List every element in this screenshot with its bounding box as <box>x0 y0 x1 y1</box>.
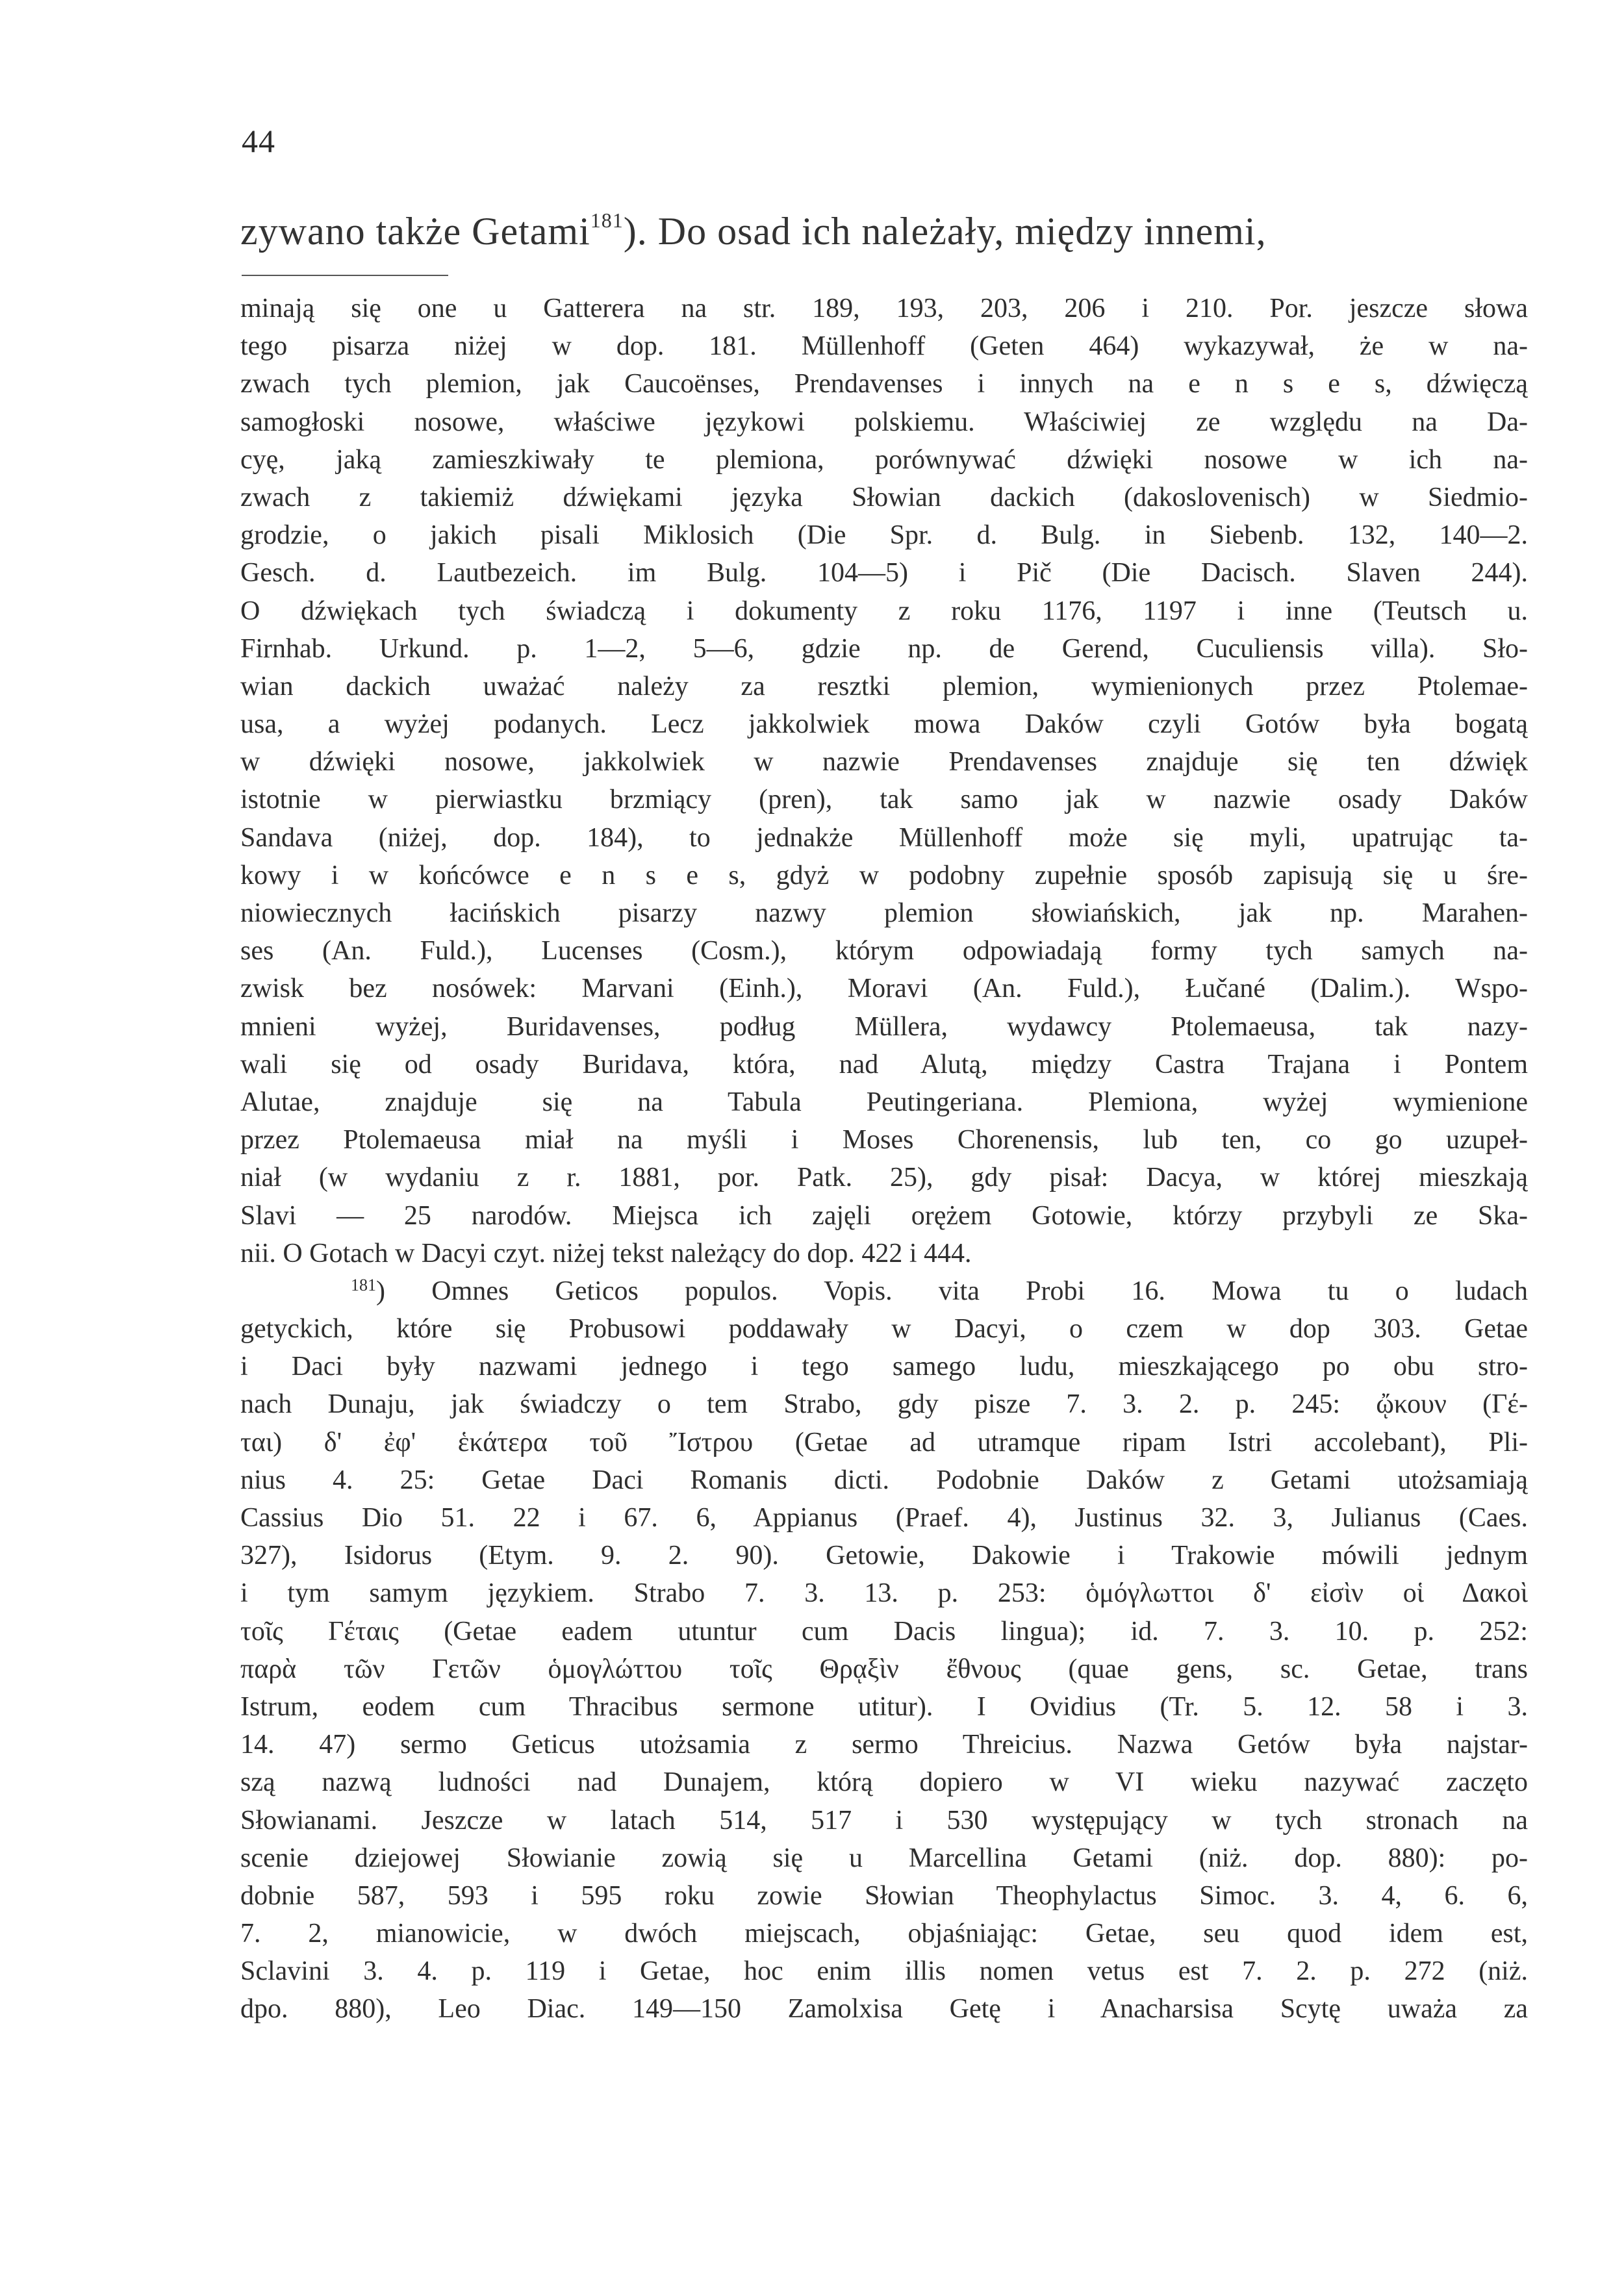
footnote-line: Firnhab. Urkund. p. 1—2, 5—6, gdzie np. de Gerend, Cuculiensis villa). Sło- <box>240 633 1528 664</box>
footnote-line: nii. O Gotach w Dacyi czyt. niżej tekst należący do dop. 422 i 444. <box>240 1238 972 1268</box>
footnote-line: minają się one u Gatterera na str. 189, 193, 203, 206 i 210. Por. jeszcze słowa <box>240 294 1528 323</box>
footnote-line: nius 4. 25: Getae Daci Romanis dicti. Podobnie Daków z Getami utożsamiają <box>240 1465 1528 1495</box>
footnote-line: τοῖς Γέταις (Getae eadem utuntur cum Dacis lingua); id. 7. 3. 10. p. 252: <box>240 1616 1528 1646</box>
footnote-line: samogłoski nosowe, właściwe językowi polskiemu. Właściwiej ze względu na Da- <box>240 407 1528 437</box>
main-text-line <box>240 207 1528 256</box>
main-text-end: ). Do osad ich należały, między innemi, <box>623 210 1267 253</box>
footnote-line: 327), Isidorus (Etym. 9. 2. 90). Getowie, Dakowie i Trakowie mówili jednym <box>240 1541 1528 1571</box>
footnote-line: zwach tych plemion, jak Caucoënses, Prendavenses i innych na e n s e s, dźwięczą <box>240 369 1528 399</box>
footnote-line: ses (An. Fuld.), Lucenses (Cosm.), którym odpowiadają formy tych samych na- <box>240 936 1528 966</box>
footnote-line: dpo. 880), Leo Diac. 149—150 Zamolxisa Getę i Anacharsisa Scytę uważa za <box>240 1994 1528 2025</box>
footnotes-block <box>240 290 1528 2028</box>
footnote-line: Sandava (niżej, dop. 184), to jednakże Müllenhoff może się myli, upatrując ta- <box>240 822 1528 853</box>
footnote-line: 14. 47) sermo Geticus utożsamia z sermo Threicius. Nazwa Getów była najstar- <box>240 1730 1528 1760</box>
footnote-line: i tym samym językiem. Strabo 7. 3. 13. p. 253: ὁμόγλωττοι δ' εἰσὶν οἱ Δακοὶ <box>240 1578 1528 1609</box>
footnote-line: Istrum, eodem cum Thracibus sermone utitur). I Ovidius (Tr. 5. 12. 58 i 3. <box>240 1691 1528 1722</box>
footnote-separator-rule <box>242 275 448 276</box>
footnote-line: mnieni wyżej, Buridavenses, podług Müllera, wydawcy Ptolemaeusa, tak nazy- <box>240 1011 1528 1042</box>
footnote-continuation <box>240 290 1528 1272</box>
main-text-start: zywano także Getami <box>240 210 590 253</box>
footnote-line: Sclavini 3. 4. p. 119 i Getae, hoc enim illis nomen vetus est 7. 2. p. 272 (niż. <box>240 1956 1528 1987</box>
footnote-line: szą nazwą ludności nad Dunajem, którą dopiero w VI wieku nazywać zaczęto <box>240 1767 1528 1798</box>
page-number: 44 <box>242 123 275 159</box>
footnote-line: Cassius Dio 51. 22 i 67. 6, Appianus (Praef. 4), Justinus 32. 3, Julianus (Caes. <box>240 1503 1528 1533</box>
footnote-line: zwach z takiemiż dźwiękami języka Słowian dackich (dakoslovenisch) w Siedmio- <box>240 482 1528 512</box>
footnote-line: nach Dunaju, jak świadczy o tem Strabo, gdy pisze 7. 3. 2. p. 245: ᾤκουν (Γέ- <box>240 1389 1528 1420</box>
footnote-line: getyckich, które się Probusowi poddawały w Dacyi, o czem w dop 303. Getae <box>240 1314 1528 1344</box>
footnote-line: tego pisarza niżej w dop. 181. Müllenhoff (Geten 464) wykazywał, że w na- <box>240 331 1528 362</box>
footnote-line: Alutae, znajduje się na Tabula Peutingeriana. Plemiona, wyżej wymienione <box>240 1087 1528 1117</box>
footnote-line: przez Ptolemaeusa miał na myśli i Moses Chorenensis, lub ten, co go uzupeł- <box>240 1125 1528 1155</box>
footnote-line: dobnie 587, 593 i 595 roku zowie Słowian Theophylactus Simoc. 3. 4, 6. 6, <box>240 1880 1528 1911</box>
footnote-line <box>240 1272 1528 1310</box>
footnote-line: niowiecznych łacińskich pisarzy nazwy plemion słowiańskich, jak np. Marahen- <box>240 898 1528 928</box>
footnote-line: 7. 2, mianowicie, w dwóch miejscach, objaśniając: Getae, seu quod idem est, <box>240 1919 1528 1949</box>
footnote-181 <box>240 1272 1528 2028</box>
footnote-line: παρὰ τῶν Γετῶν ὁμογλώττου τοῖς Θρᾳξὶν ἔθνους (quae gens, sc. Getae, trans <box>240 1654 1528 1684</box>
footnote-line: Gesch. d. Lautbezeich. im Bulg. 104—5) i Pič (Die Dacisch. Slaven 244). <box>240 558 1528 588</box>
footnote-line: istotnie w pierwiastku brzmiący (pren), tak samo jak w nazwie osady Daków <box>240 785 1528 815</box>
footnote-line: wian dackich uważać należy za resztki plemion, wymienionych przez Ptolemae- <box>240 671 1528 701</box>
footnote-line: i Daci były nazwami jednego i tego samego ludu, mieszkającego po obu stro- <box>240 1352 1528 1382</box>
footnote-line: zwisk bez nosówek: Marvani (Einh.), Moravi (An. Fuld.), Łučané (Dalim.). Wspo- <box>240 974 1528 1004</box>
footnote-line: wali się od osady Buridava, która, nad Alutą, między Castra Trajana i Pontem <box>240 1049 1528 1079</box>
footnote-reference: 181 <box>590 208 624 232</box>
footnote-line: scenie dziejowej Słowianie zowią się u Marcellina Getami (niż. dop. 880): po- <box>240 1843 1528 1873</box>
footnote-line: Słowianami. Jeszcze w latach 514, 517 i 530 występujący w tych stronach na <box>240 1805 1528 1836</box>
footnote-line: grodzie, o jakich pisali Miklosich (Die Spr. d. Bulg. in Siebenb. 132, 140—2. <box>240 520 1528 551</box>
footnote-first-text: ) Omnes Geticos populos. Vopis. vita Probi 16. Mowa tu o ludach <box>376 1276 1528 1306</box>
footnote-line: usa, a wyżej podanych. Lecz jakkolwiek mowa Daków czyli Gotów była bogatą <box>240 709 1528 740</box>
footnote-line: kowy i w końcówce e n s e s, gdyż w podobny zupełnie sposób zapisują się u śre- <box>240 860 1528 890</box>
footnote-line: cyę, jaką zamieszkiwały te plemiona, porównywać dźwięki nosowe w ich na- <box>240 444 1528 475</box>
footnote-line: niał (w wydaniu z r. 1881, por. Patk. 25), gdy pisał: Dacya, w której mieszkają <box>240 1163 1528 1193</box>
footnote-number: 181 <box>351 1275 376 1294</box>
footnote-line: Slavi — 25 narodów. Miejsca ich zajęli orężem Gotowie, którzy przybyli ze Ska- <box>240 1200 1528 1231</box>
footnote-line: ται) δ' ἐφ' ἑκάτερα τοῦ Ἴστρου (Getae ad utramque ripam Istri accolebant), Pli- <box>240 1427 1528 1457</box>
footnote-line: O dźwiękach tych świadczą i dokumenty z roku 1176, 1197 i inne (Teutsch u. <box>240 596 1528 626</box>
footnote-line: w dźwięki nosowe, jakkolwiek w nazwie Prendavenses znajduje się ten dźwięk <box>240 747 1528 777</box>
